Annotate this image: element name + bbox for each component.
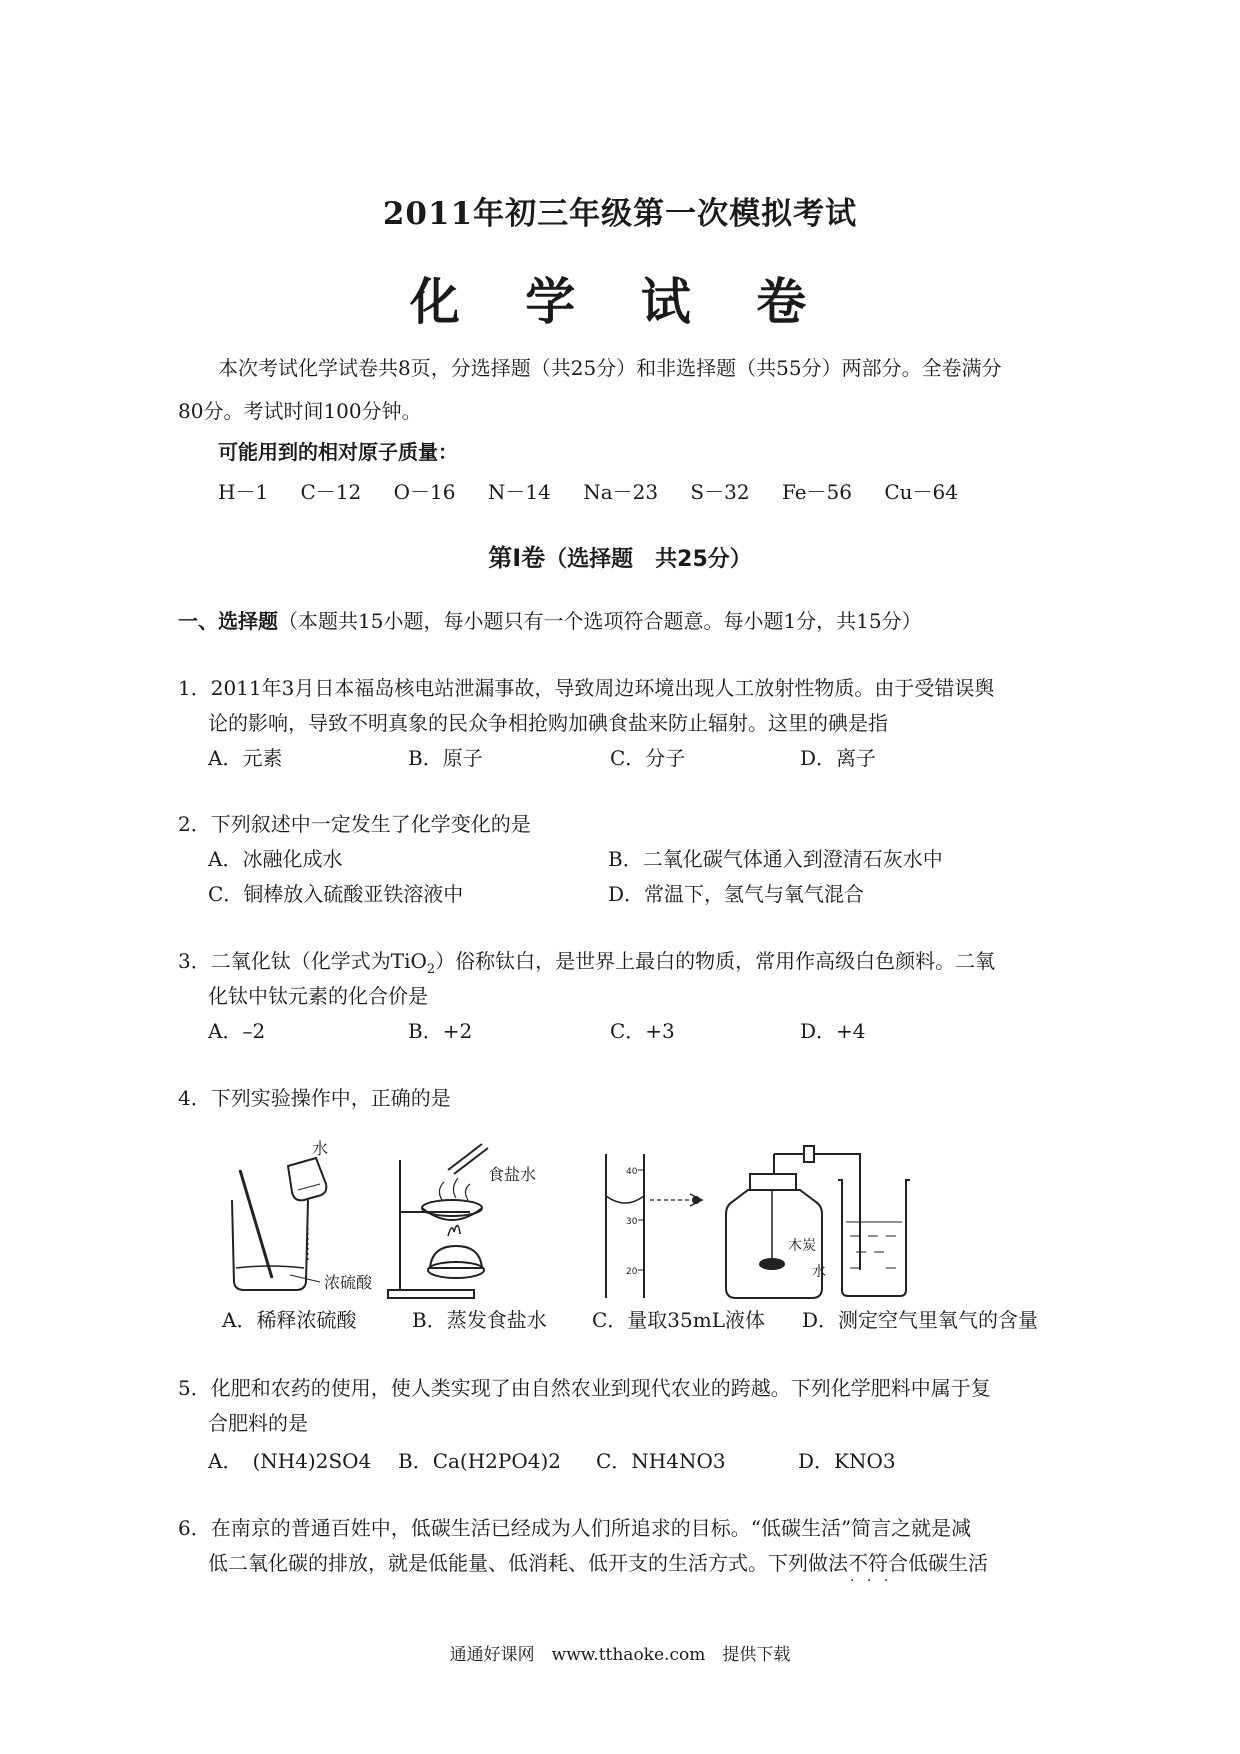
q5-option-d: D．KNO3 bbox=[798, 1449, 896, 1473]
mass-o: O－16 bbox=[393, 480, 456, 504]
mass-n: N－14 bbox=[487, 480, 551, 504]
q6-line-1: 6．在南京的普通百姓中，低碳生活已经成为人们所追求的目标。“低碳生活”简言之就是减 bbox=[178, 1516, 972, 1540]
q5-line-2: 合肥料的是 bbox=[208, 1411, 308, 1435]
q2-option-c: C．铜棒放入硫酸亚铁溶液中 bbox=[208, 882, 464, 906]
part-heading-bold: 一、选择题 bbox=[178, 609, 278, 633]
q5-option-b: B．Ca(H2PO4)2 bbox=[398, 1449, 561, 1473]
q2-option-d: D．常温下，氢气与氧气混合 bbox=[608, 882, 865, 906]
mass-s: S－32 bbox=[690, 480, 750, 504]
q6-line-2-b: 低碳生活 bbox=[908, 1551, 988, 1575]
label-water-2: 水 bbox=[812, 1264, 826, 1280]
q3-formula-sub: 2 bbox=[426, 962, 436, 977]
q2-line-1: 2．下列叙述中一定发生了化学变化的是 bbox=[178, 812, 531, 836]
subject-title: 化 学 试 卷 bbox=[409, 272, 831, 331]
section-title-bold: 第Ⅰ卷 bbox=[488, 544, 546, 572]
atomic-masses bbox=[218, 476, 984, 505]
footer: 通通好课网 www.tthaoke.com 提供下载 bbox=[449, 1645, 791, 1665]
label-charcoal: 木炭 bbox=[788, 1238, 816, 1254]
q6-emphasis: 不符合 · · · bbox=[848, 1551, 908, 1575]
q3-line-1-a: 3．二氧化钛（化学式为TiO bbox=[178, 949, 427, 973]
q3-option-d: D．+4 bbox=[800, 1019, 866, 1043]
q1-option-d: D．离子 bbox=[800, 746, 877, 770]
intro-line-2: 80分。考试时间100分钟。 bbox=[178, 399, 422, 423]
q2-option-a: A．冰融化成水 bbox=[208, 847, 343, 871]
intro-line-1: 本次考试化学试卷共8页，分选择题（共25分）和非选择题（共55分）两部分。全卷满分 bbox=[218, 356, 1002, 380]
q1-line-1: 1．2011年3月日本福岛核电站泄漏事故，导致周边环境出现人工放射性物质。由于受错误舆 bbox=[178, 676, 995, 700]
section-title-rest: （选择题 共25分） bbox=[545, 547, 752, 572]
figure-b-evaporation bbox=[388, 1144, 488, 1298]
q5-option-c: C．NH4NO3 bbox=[596, 1449, 726, 1473]
q3-option-b: B．+2 bbox=[408, 1019, 473, 1043]
mass-cu: Cu－64 bbox=[884, 480, 959, 504]
q4-option-a: A．稀释浓硫酸 bbox=[222, 1308, 357, 1332]
q1-option-a: A．元素 bbox=[208, 746, 283, 770]
section-title bbox=[0, 538, 1240, 573]
figure-a-dilution bbox=[232, 1158, 326, 1290]
tick-30: 30 bbox=[626, 1217, 638, 1227]
q3-line-1 bbox=[178, 945, 995, 977]
mass-c: C－12 bbox=[300, 480, 362, 504]
q4-figures bbox=[220, 1140, 1080, 1300]
q3-option-a: A．–2 bbox=[208, 1019, 266, 1043]
q3-line-1-b: ）俗称钛白，是世界上最白的物质，常用作高级白色颜料。二氧 bbox=[435, 949, 996, 973]
mass-h: H－1 bbox=[218, 480, 269, 504]
q5-line-1: 5．化肥和农药的使用，使人类实现了由自然农业到现代农业的跨越。下列化学肥料中属于复 bbox=[178, 1376, 991, 1400]
tick-20: 20 bbox=[626, 1267, 638, 1277]
q6-line-2-a: 低二氧化碳的排放，就是低能量、低消耗、低开支的生活方式。下列做法 bbox=[208, 1551, 848, 1575]
q4-option-b: B．蒸发食盐水 bbox=[412, 1308, 547, 1332]
mass-label: 可能用到的相对原子质量： bbox=[218, 440, 458, 464]
q4-option-c: C．量取35mL液体 bbox=[592, 1308, 765, 1332]
mass-na: Na－23 bbox=[583, 480, 659, 504]
q6-line-2 bbox=[208, 1547, 988, 1576]
label-conc-acid: 浓硫酸 bbox=[324, 1273, 373, 1292]
q1-option-c: C．分子 bbox=[610, 746, 686, 770]
figure-c-cylinder bbox=[606, 1154, 702, 1298]
q2-option-b: B．二氧化碳气体通入到澄清石灰水中 bbox=[608, 847, 943, 871]
q3-line-2: 化钛中钛元素的化合价是 bbox=[208, 984, 428, 1008]
q4-option-d: D．测定空气里氧气的含量 bbox=[802, 1308, 1039, 1332]
q1-line-2: 论的影响，导致不明真象的民众争相抢购加碘食盐来防止辐射。这里的碘是指 bbox=[208, 711, 888, 735]
q4-line-1: 4．下列实验操作中，正确的是 bbox=[178, 1086, 451, 1110]
label-water: 水 bbox=[312, 1140, 329, 1158]
label-salt-water: 食盐水 bbox=[488, 1165, 537, 1184]
part-heading bbox=[178, 605, 922, 634]
q3-option-c: C．+3 bbox=[610, 1019, 675, 1043]
exam-title: 2011年初三年级第一次模拟考试 bbox=[382, 196, 858, 232]
mass-fe: Fe－56 bbox=[781, 480, 853, 504]
part-heading-rest: （本题共15小题，每小题只有一个选项符合题意。每小题1分，共15分） bbox=[278, 609, 922, 633]
q1-option-b: B．原子 bbox=[408, 746, 483, 770]
q5-option-a: A． (NH4)2SO4 bbox=[208, 1449, 372, 1473]
tick-40: 40 bbox=[626, 1167, 638, 1177]
